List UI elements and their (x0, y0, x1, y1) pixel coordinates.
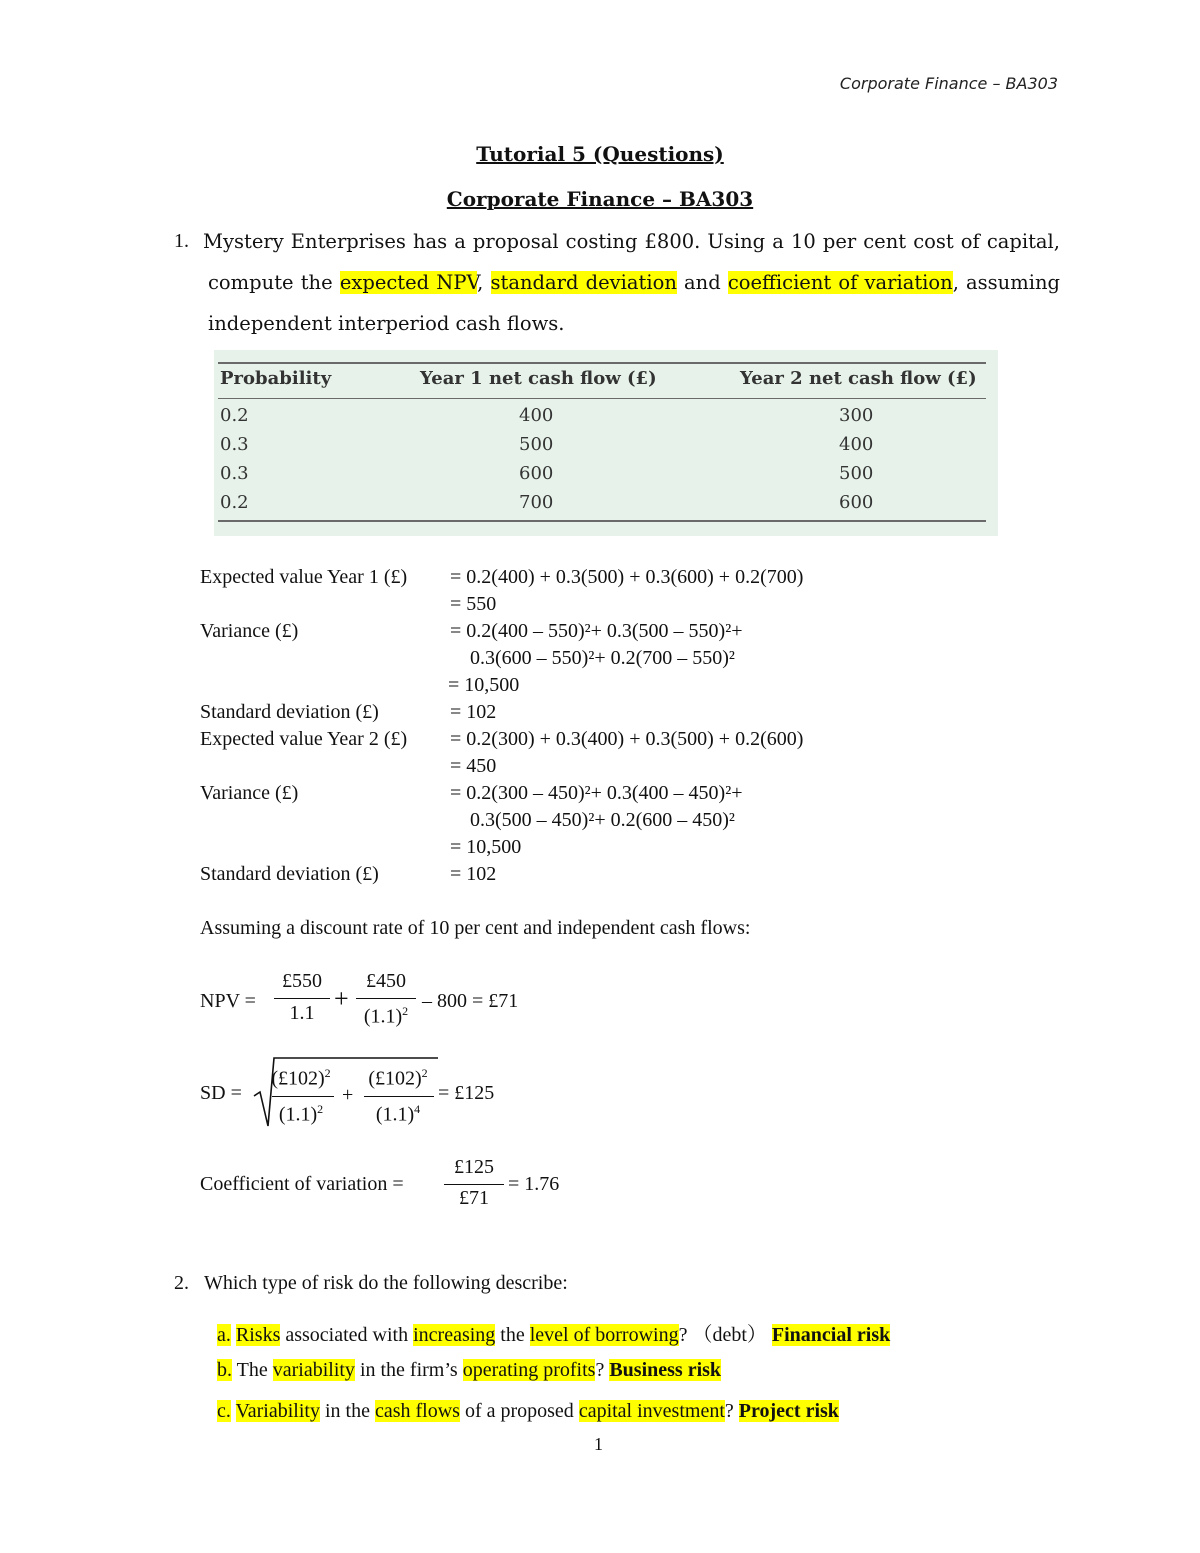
q2-text: ? (724, 1400, 739, 1422)
tutorial-title: Tutorial 5 (Questions) (476, 142, 724, 166)
q1-line1: Mystery Enterprises has a proposal costing £800. Using a 10 per cent cost of capital, (203, 230, 1060, 253)
npv-den2 (356, 1004, 416, 1029)
var1-label: Variance (£) (200, 620, 299, 642)
sd-fraction-bar-1 (272, 1096, 334, 1097)
cv-label: Coefficient of variation = (200, 1173, 404, 1195)
npv-tail: – 800 = £71 (422, 990, 519, 1012)
highlight-capital-investment: capital investment (578, 1400, 725, 1422)
answer-project-risk: Project risk (738, 1400, 839, 1422)
npv-label: NPV = (200, 990, 256, 1012)
q2-item-b (217, 1359, 721, 1382)
cv-fraction-bar (444, 1184, 504, 1185)
sd-den2-base: (1.1) (375, 1103, 415, 1126)
assumption-text: Assuming a discount rate of 10 per cent and independent cash flows: (200, 917, 751, 939)
table-header-year1: Year 1 net cash flow (£) (420, 368, 657, 389)
npv-den1: 1.1 (289, 1002, 315, 1024)
sd-num2-base: (£102) (368, 1067, 422, 1090)
q2-text: ? (595, 1359, 610, 1381)
table-bottom-rule (218, 520, 986, 522)
table-cell: 700 (519, 492, 554, 513)
q2-item-a (217, 1318, 890, 1347)
table-cell: 0.3 (220, 463, 249, 484)
q2-text: the (495, 1324, 530, 1346)
sd-num1 (270, 1066, 332, 1091)
cv-tail: = 1.76 (508, 1173, 560, 1195)
q1-number: 1. (174, 230, 189, 252)
highlight-variability: Variability (235, 1400, 320, 1422)
highlight-standard-deviation: standard deviation (490, 271, 677, 294)
q1-text: compute the (208, 271, 333, 294)
highlight-level-of-borrowing: level of borrowing (529, 1324, 679, 1346)
q2-item-c (217, 1400, 839, 1423)
q2-number: 2. (174, 1272, 189, 1294)
npv-fraction-bar-1 (274, 998, 330, 999)
sd-num1-exponent: 2 (324, 1066, 331, 1080)
course-title: Corporate Finance – BA303 (446, 187, 754, 211)
sd1-result: = 102 (450, 701, 497, 723)
table-cell: 600 (519, 463, 554, 484)
q1-line2 (208, 271, 1060, 294)
highlight-risks: Risks (235, 1324, 281, 1346)
sd2-result: = 102 (450, 863, 497, 885)
sd-tail: = £125 (438, 1082, 495, 1104)
sd-den1 (270, 1102, 332, 1127)
var1-line2: 0.3(600 – 550)²+ 0.2(700 – 550)² (470, 647, 735, 669)
table-header-rule (218, 398, 986, 399)
table-cell: 0.2 (220, 405, 249, 426)
page-header: Corporate Finance – BA303 (839, 74, 1058, 93)
highlight-operating-profits: operating profits (462, 1359, 596, 1381)
var1-result: = 10,500 (448, 674, 520, 696)
answer-financial-risk: Financial risk (771, 1324, 891, 1346)
npv-num1: £550 (282, 970, 322, 992)
ev2-expression: = 0.2(300) + 0.3(400) + 0.3(500) + 0.2(600) (450, 728, 804, 750)
sd-den1-base: (1.1) (278, 1103, 318, 1126)
highlight-cash-flows: cash flows (374, 1400, 460, 1422)
npv-den2-exponent: 2 (402, 1004, 409, 1018)
npv-fraction-bar-2 (356, 998, 416, 999)
sd-num2-exponent: 2 (421, 1066, 428, 1080)
table-cell: 0.3 (220, 434, 249, 455)
sd1-label: Standard deviation (£) (200, 701, 379, 723)
npv-plus: + (334, 984, 349, 1013)
table-top-rule (218, 362, 986, 364)
sd-num2 (362, 1066, 434, 1091)
cv-den: £71 (459, 1187, 489, 1209)
cv-num: £125 (454, 1156, 494, 1178)
table-cell: 400 (519, 405, 554, 426)
sd-label: SD = (200, 1082, 242, 1104)
highlight-coefficient-of-variation: coefficient of variation (727, 271, 953, 294)
table-cell: 500 (519, 434, 554, 455)
sd-num1-base: (£102) (271, 1067, 325, 1090)
answer-business-risk: Business risk (609, 1359, 722, 1381)
page-number: 1 (594, 1434, 603, 1454)
cash-flow-table (214, 350, 998, 536)
q1-line3: independent interperiod cash flows. (208, 312, 565, 335)
table-cell: 0.2 (220, 492, 249, 513)
item-letter: a. (217, 1324, 231, 1346)
q2-text: in the (319, 1400, 375, 1422)
var2-line1: = 0.2(300 – 450)²+ 0.3(400 – 450)²+ (450, 782, 743, 804)
q1-and: and (684, 271, 721, 294)
ev2-result: = 450 (450, 755, 497, 777)
q1-comma: , (477, 271, 484, 294)
ev1-label: Expected value Year 1 (£) (200, 566, 408, 588)
highlight-expected-npv: expected NPV (339, 271, 478, 294)
highlight-increasing: increasing (413, 1324, 496, 1346)
highlight-variability: variability (272, 1359, 355, 1381)
sd-fraction-bar-2 (364, 1096, 434, 1097)
table-cell: 500 (839, 463, 874, 484)
q2-text: of a proposed (459, 1400, 579, 1422)
table-cell: 600 (839, 492, 874, 513)
npv-den2-base: (1.1) (363, 1005, 403, 1028)
var2-label: Variance (£) (200, 782, 299, 804)
q2-text: Which type of risk do the following describe: (204, 1272, 568, 1294)
sd2-label: Standard deviation (£) (200, 863, 379, 885)
table-cell: 300 (839, 405, 874, 426)
var1-line1: = 0.2(400 – 550)²+ 0.3(500 – 550)²+ (450, 620, 743, 642)
q2-text: in the firm’s (354, 1359, 463, 1381)
sd-den2 (362, 1102, 434, 1127)
q2-text: ? （debt） (678, 1324, 772, 1346)
q2-text: associated with (280, 1324, 414, 1346)
var2-line2: 0.3(500 – 450)²+ 0.2(600 – 450)² (470, 809, 735, 831)
sd-den1-exponent: 2 (317, 1102, 324, 1116)
ev1-expression: = 0.2(400) + 0.3(500) + 0.3(600) + 0.2(700) (450, 566, 804, 588)
q2-text: The (236, 1359, 273, 1381)
ev1-result: = 550 (450, 593, 497, 615)
sd-den2-exponent: 4 (414, 1102, 421, 1116)
item-letter: b. (217, 1359, 232, 1381)
var2-result: = 10,500 (450, 836, 522, 858)
q1-assuming: , assuming (952, 271, 1061, 294)
table-cell: 400 (839, 434, 874, 455)
table-header-probability: Probability (220, 368, 332, 389)
sd-plus: + (342, 1084, 354, 1106)
npv-num2: £450 (366, 970, 406, 992)
table-header-year2: Year 2 net cash flow (£) (740, 368, 977, 389)
item-letter: c. (217, 1400, 231, 1422)
ev2-label: Expected value Year 2 (£) (200, 728, 408, 750)
